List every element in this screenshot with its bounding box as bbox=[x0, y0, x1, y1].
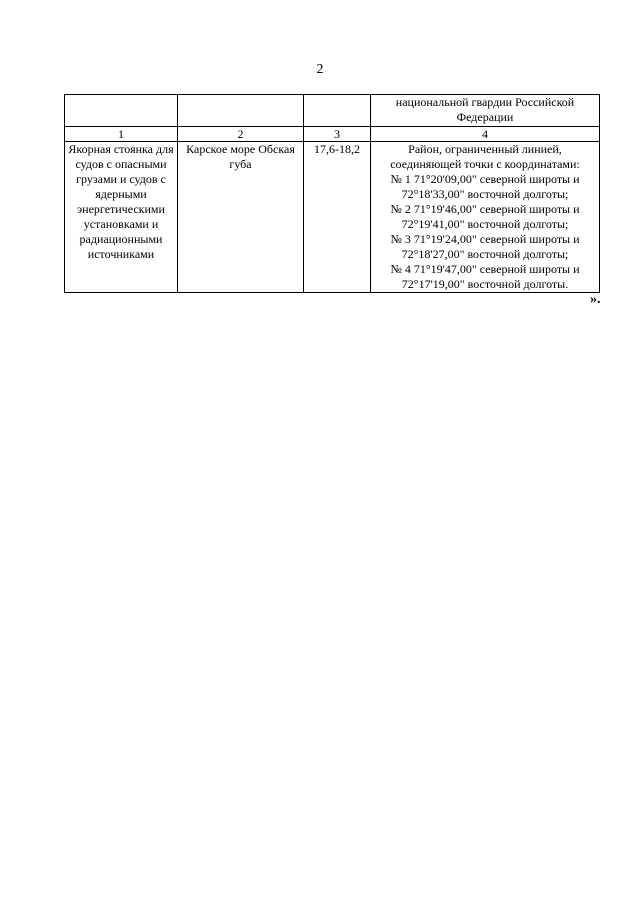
continuation-text: национальной гвардии Российской Федерации bbox=[371, 95, 600, 127]
coordinate-point: № 4 71°19'47,00" северной широты и 72°17'19,00" восточной долготы. bbox=[390, 262, 580, 291]
column-number-row bbox=[65, 127, 600, 142]
cell-empty-2 bbox=[178, 95, 304, 127]
page-number: 2 bbox=[316, 62, 324, 77]
anchorage-area bbox=[371, 142, 600, 293]
cell-empty-1 bbox=[65, 95, 178, 127]
anchorage-table bbox=[64, 94, 600, 293]
coordinate-point: № 3 71°19'24,00" северной широты и 72°18'27,00" восточной долготы; bbox=[390, 232, 580, 261]
coordinate-point: № 2 71°19'46,00" северной широты и 72°19'41,00" восточной долготы; bbox=[390, 202, 580, 231]
column-number-1: 1 bbox=[65, 127, 178, 142]
anchorage-location: Карское море Обская губа bbox=[178, 142, 304, 293]
anchorage-name: Якорная стоянка для судов с опасными грузами и судов с ядерными энергетическими установками и радиационными источниками bbox=[65, 142, 178, 293]
table-row bbox=[65, 142, 600, 293]
continuation-row bbox=[65, 95, 600, 127]
anchorage-depth: 17,6-18,2 bbox=[304, 142, 371, 293]
closing-quote: ». bbox=[590, 292, 601, 307]
column-number-2: 2 bbox=[178, 127, 304, 142]
area-intro: Район, ограниченный линией, соединяющей точки с координатами: bbox=[390, 142, 580, 171]
column-number-4: 4 bbox=[371, 127, 600, 142]
column-number-3: 3 bbox=[304, 127, 371, 142]
cell-empty-3 bbox=[304, 95, 371, 127]
coordinate-point: № 1 71°20'09,00" северной широты и 72°18'33,00" восточной долготы; bbox=[390, 172, 580, 201]
